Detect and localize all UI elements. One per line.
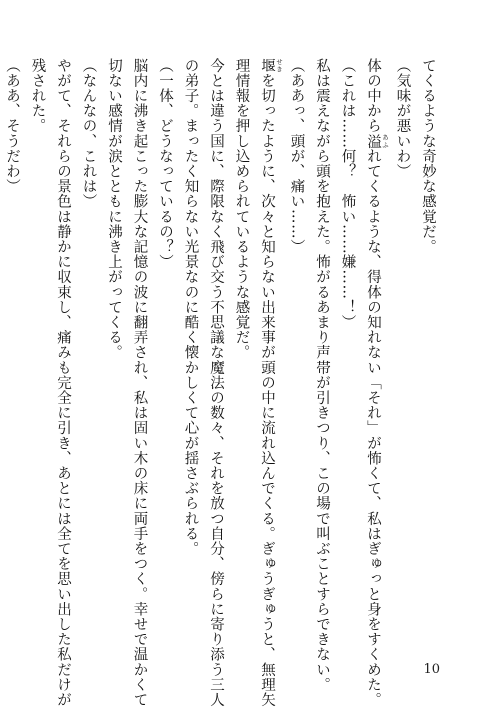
ruby-reading: せき (275, 58, 283, 74)
ruby-annotation (259, 58, 283, 74)
text-line: 今とは違う国に、際限なく飛び交う不思議な魔法の数々、それを放つ自分、傍らに寄り添う三人 (208, 58, 224, 708)
text-line: （一体、どうなっているの？） (157, 58, 173, 270)
text-line: の弟子。まったく知らない光景なのに酷く懐かしくて心が揺さぶられる。 (182, 58, 199, 557)
text-line: （気味が悪いわ） (394, 58, 411, 179)
ruby-annotation (365, 133, 389, 149)
page-number: 10 (423, 662, 440, 677)
ruby-base: 堰 (259, 58, 275, 74)
text-line (360, 58, 390, 708)
text-segment: を切ったように、次々と知らない出来事が頭の中に流れ込んでくる。ぎゅうぎゅうと、無理矢 (259, 73, 275, 708)
text-line: （これは……何？ 怖い……嫌……！） (339, 58, 356, 330)
text-line: 残された。 (29, 58, 46, 134)
text-segment: 体の中から (365, 58, 381, 134)
ruby-base: 溢 (365, 133, 381, 149)
text-line: （ああっ、頭が、痛い……） (288, 58, 305, 255)
text-line: やがて、それらの景色は静かに収束し、痛みも完全に引き、あとには全てを思い出した私だけが (55, 58, 71, 708)
text-segment: れてくるような、得体の知れない「それ」が怖くて、私はぎゅっと身をすくめた。 (365, 148, 381, 708)
text-line: 切ない感情が涙とともに沸き上がってくる。 (106, 58, 122, 360)
ruby-reading: あふ (381, 133, 389, 149)
text-line: 脳内に沸き起こった膨大な記憶の波に翻弄され、私は固い木の床に両手をつく。幸せで温かくて (131, 58, 148, 708)
text-line: 私は震えながら頭を抱えた。怖がるあまり声帯が引きつり、この場で叫ぶことすらできない。 (314, 58, 330, 693)
text-line: （なんなの、これは） (80, 58, 97, 209)
text-line (254, 58, 284, 708)
text-line: てくるような奇妙な感覚だ。 (420, 58, 436, 255)
text-line: （ああ、そうだわ） (4, 58, 20, 194)
text-line: 理情報を押し込められているような感覚だ。 (233, 58, 250, 360)
